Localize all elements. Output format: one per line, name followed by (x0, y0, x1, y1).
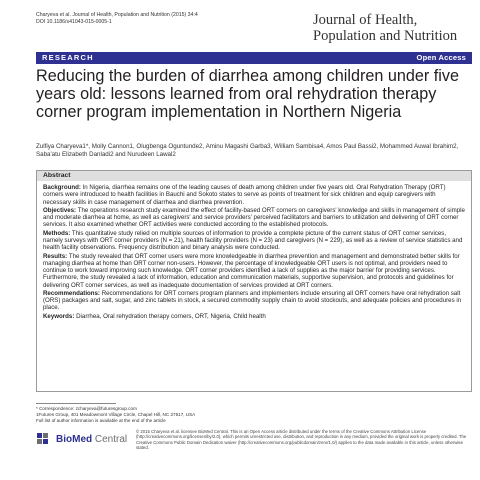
section-label: Recommendations: (43, 289, 100, 297)
section-label: Results: (43, 252, 68, 260)
abstract-background (43, 184, 465, 206)
correspondence-email: * Correspondence: zcharyeva@futuresgroup.com (36, 406, 137, 411)
abstract-methods (43, 230, 465, 252)
publisher-name (56, 434, 127, 445)
article-title: Reducing the burden of diarrhea among children under five years old: lessons learned from oral rehydration therapy corner program implementation in Northern Nigeria (36, 67, 459, 121)
article-type-banner (36, 52, 472, 64)
publisher-name-light: Central (92, 434, 128, 445)
author-info-note: Full list of author information is available at the end of the article (36, 418, 166, 423)
journal-title (313, 12, 473, 44)
section-text: The study revealed that ORT corner users were more knowledgeable in diarrhea prevention and management and demonstrated better skills for managing diarrhea at home than ORT corner non-users. However, the percentage of knowledgeable ORT users is not optimal, and providers need to continue to work toward improving such knowledge. ORT corner providers identified a lack of supplies as the major barrier for providing services. Furthermore, the study revealed a lack of information, education and communication materials, supportive supervision, and protocols and guidelines for delivering ORT corner services, as well as inadequate documentation of services provided at ORT corners. (43, 252, 460, 289)
license-text: © 2015 Charyeva et al. licensee BioMed Central. This is an Open Access article distributed under the terms of the Creative Commons Attribution License (http://creativecommons.org/licenses/by/2.0), which permits unrestricted use, distribution, and reproduction in any medium, provided the original work is properly credited. The Creative Commons Public Domain Dedication waiver (http://creativecommons.org/publicdomain/zero/1.0/) applies to the data made available in this article, unless otherwise stated. (136, 429, 467, 451)
section-text: Recommendations for ORT corners program planners and implementers include ensuring all ORT corners have oral rehydration salt (ORS) packages and salt, sugar, and zinc tablets in stock, a secured commodity supply chain to avoid stockouts, and adequate policies and procedures in place. (43, 289, 462, 312)
section-text: This quantitative study relied on multiple sources of information to provide a complete picture of the current status of ORT corner services, namely surveys with ORT corner providers (N = 21), health facility providers (N = 23) and caregivers (N = 229), as well as a review of service statistics and health facility observations. Frequency distribution and binary analysis were conducted. (43, 229, 463, 252)
abstract-body (37, 181, 471, 320)
journal-title-line2: Population and Nutrition (313, 28, 458, 44)
journal-title-line1: Journal of Health, (313, 12, 418, 28)
citation-line: Charyeva et al. Journal of Health, Population and Nutrition (2015) 34:4 (36, 12, 198, 18)
abstract-heading: Abstract (37, 171, 471, 181)
author-list: Zulfiya Charyeva1*, Molly Cannon1, Olugbenga Oguntunde2, Aminu Magashi Garba3, William Sambisa4, Amos Paul Bassi2, Mohammed Auwal Ibrahim2, Saba'atu Elizabeth Danladi2 and Nurudeen Lawal2 (36, 143, 459, 159)
abstract-box (36, 170, 472, 392)
section-label: Objectives: (43, 206, 77, 214)
section-text: In Nigeria, diarrhea remains one of the leading causes of death among children under five years old. Oral Rehydration Therapy (ORT) corners were introduced to health facilities in Bauchi and Sokoto states to serve as points of treatment for sick children and equip caregivers with necessary skills in case management of diarrhea and diarrhea prevention. (43, 184, 446, 206)
abstract-objectives (43, 207, 465, 229)
citation-header (36, 12, 276, 26)
affiliation-note: 1Futures Group, 401 Meadowmont Village Circle, Chapel Hill, NC 27517, USA (36, 412, 196, 417)
abstract-recommendations (43, 290, 465, 312)
open-access-label: Open Access (416, 53, 466, 62)
footnote-divider (36, 403, 116, 404)
abstract-results (43, 253, 465, 289)
section-label: Methods: (43, 229, 71, 237)
section-text: Diarrhea, Oral rehydration therapy corners, ORT, Nigeria, Child health (74, 312, 266, 320)
section-text: The operations research study examined the effect of facility-based ORT corners on caregivers' knowledge and skills in management of simple and moderate diarrhea at home, as well as caregivers' and service providers' perceived facilitators and barriers to utilization and delivering of ORT corner services. It also examined whether ORT activities were conducted according to the established protocols. (43, 206, 465, 229)
publisher-name-bold: BioMed (56, 434, 93, 445)
article-type-label: RESEARCH (42, 53, 94, 62)
section-label: Keywords: (43, 312, 75, 320)
section-label: Background: (43, 184, 81, 191)
abstract-keywords (43, 313, 465, 320)
footnotes (36, 406, 276, 424)
doi-line: DOI 10.1186/s41043-015-0005-1 (36, 19, 112, 25)
